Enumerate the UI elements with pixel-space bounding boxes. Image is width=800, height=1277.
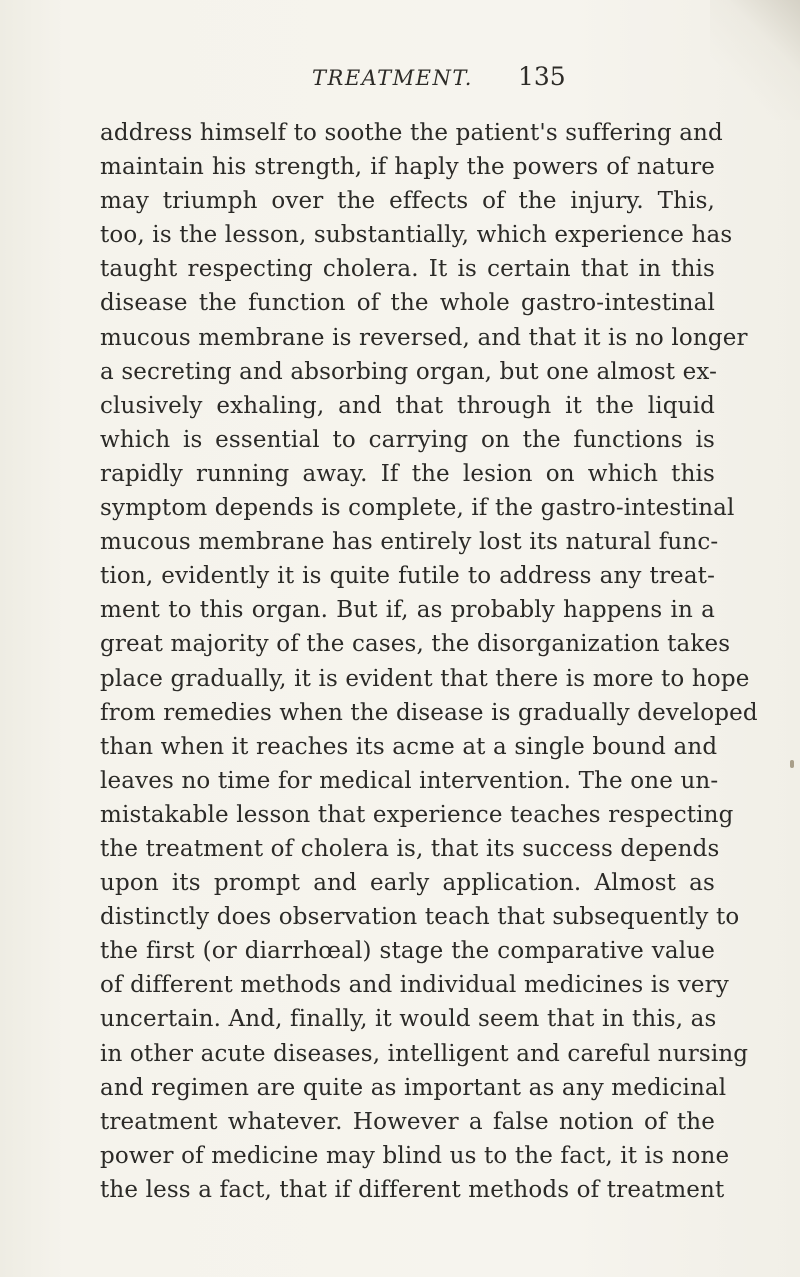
page-corner-shadow xyxy=(710,0,800,120)
margin-speck xyxy=(790,760,794,768)
text-line: which is essential to carrying on the functions is xyxy=(100,426,715,453)
text-line: ment to this organ. But if, as probably happens in a xyxy=(100,597,715,624)
text-line: place gradually, it is evident that there is more to hope xyxy=(100,665,750,692)
page-number: 135 xyxy=(518,62,566,91)
text-line: may triumph over the effects of the injury. This, xyxy=(100,188,715,215)
text-line: clusively exhaling, and that through it the liquid xyxy=(100,392,715,419)
body-text xyxy=(100,116,758,1207)
text-line: disease the function of the whole gastro-intestinal xyxy=(100,290,715,317)
text-line: tion, evidently it is quite futile to address any treat- xyxy=(100,563,715,590)
text-line: and regimen are quite as important as any medicinal xyxy=(100,1074,727,1101)
text-line: power of medicine may blind us to the fact, it is none xyxy=(100,1142,730,1169)
text-line: of different methods and individual medicines is very xyxy=(100,972,729,999)
text-line: treatment whatever. However a false notion of the xyxy=(100,1108,715,1135)
text-line: mistakable lesson that experience teaches respecting xyxy=(100,801,734,828)
text-line: taught respecting cholera. It is certain that in this xyxy=(100,256,715,283)
text-line: great majority of the cases, the disorganization takes xyxy=(100,631,731,658)
text-line: mucous membrane has entirely lost its natural func- xyxy=(100,529,719,556)
text-line: upon its prompt and early application. Almost as xyxy=(100,870,715,897)
text-line: leaves no time for medical intervention. The one un- xyxy=(100,767,719,794)
text-line: address himself to soothe the patient's suffering and xyxy=(100,120,723,146)
text-line: the treatment of cholera is, that its success depends xyxy=(100,835,720,862)
text-line: a secreting and absorbing organ, but one almost ex- xyxy=(100,358,718,385)
text-line: in other acute diseases, intelligent and careful nursing xyxy=(100,1040,749,1067)
text-line: the less a fact, that if different methods of treatment xyxy=(100,1176,725,1203)
text-line: rapidly running away. If the lesion on which this xyxy=(100,460,715,487)
text-line: the first (or diarrhœal) stage the comparative value xyxy=(100,938,715,965)
text-line: than when it reaches its acme at a single bound and xyxy=(100,733,718,760)
text-line: distinctly does observation teach that subsequently to xyxy=(100,904,740,931)
text-line: from remedies when the disease is gradually developed xyxy=(100,699,758,726)
text-line: uncertain. And, finally, it would seem that in this, as xyxy=(100,1006,717,1033)
text-line: too, is the lesson, substantially, which experience has xyxy=(100,222,733,249)
text-line: symptom depends is complete, if the gastro-intestinal xyxy=(100,495,735,522)
text-line: maintain his strength, if haply the powers of nature xyxy=(100,154,715,181)
text-line: mucous membrane is reversed, and that it is no longer xyxy=(100,324,748,351)
running-head: TREATMENT. xyxy=(312,66,473,90)
